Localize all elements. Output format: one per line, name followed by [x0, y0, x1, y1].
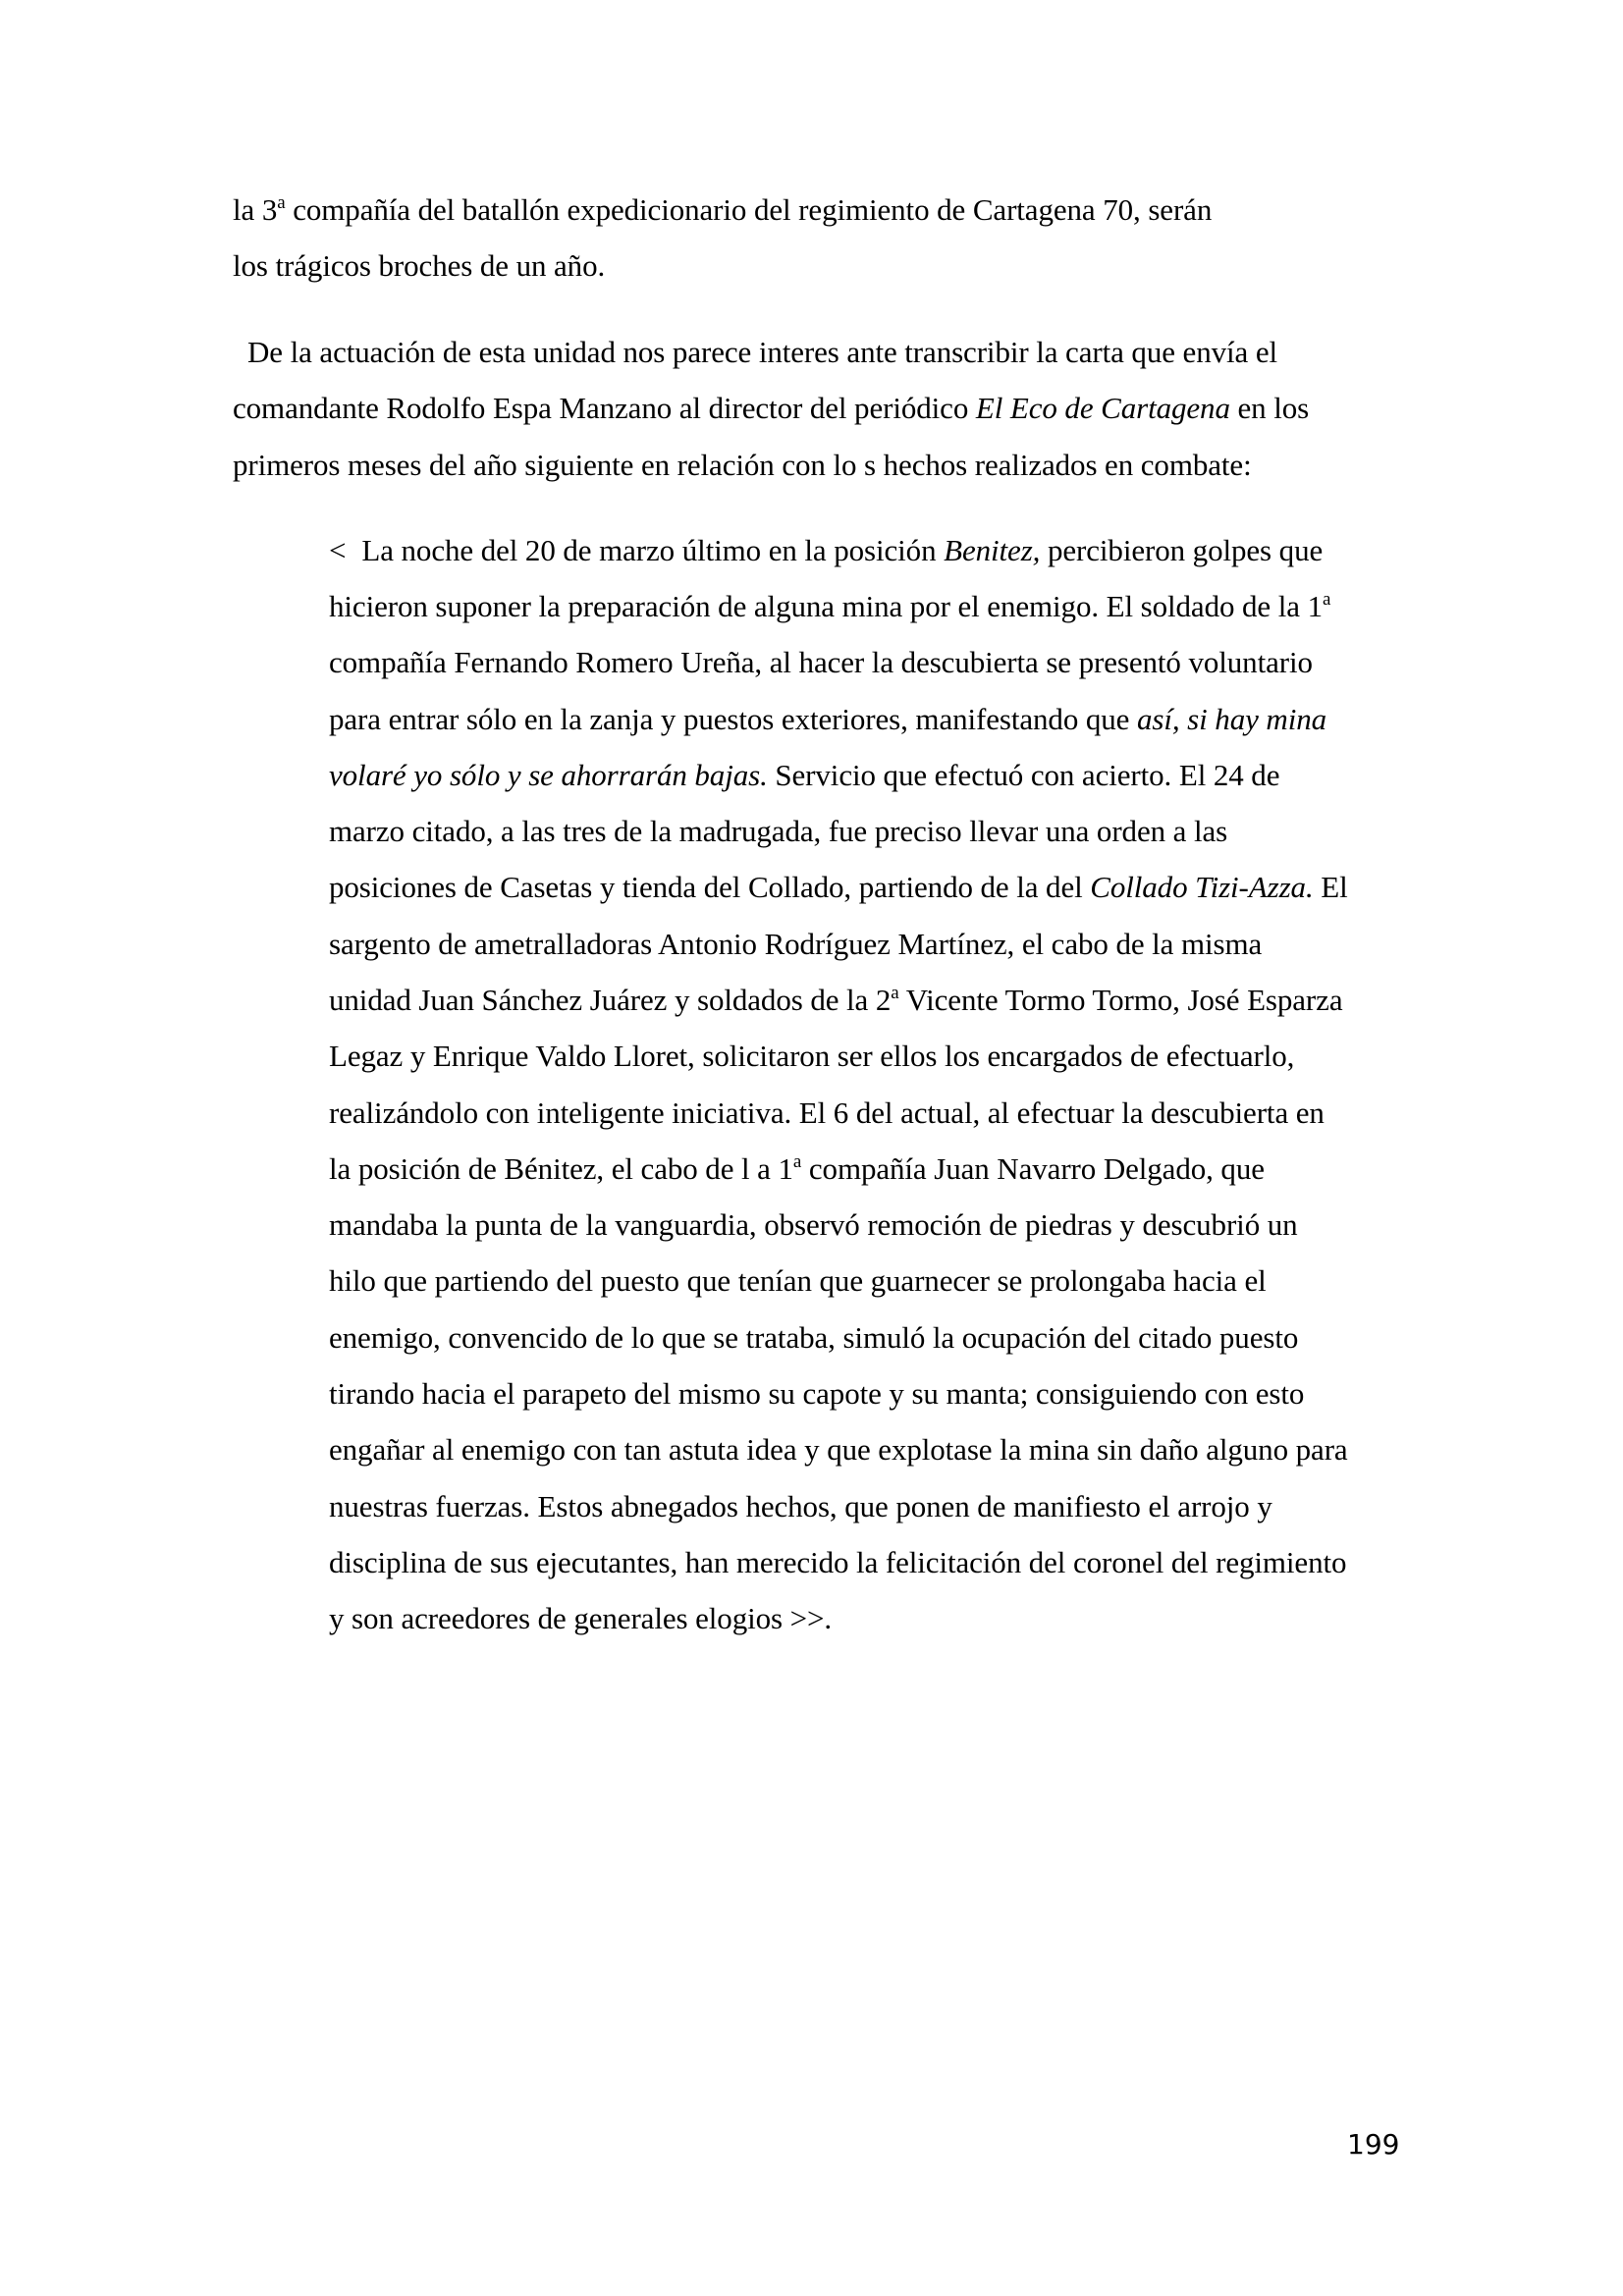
- place-name: Collado Tizi-Azza.: [1090, 870, 1314, 904]
- text-run: compañía Juan Navarro Delgado, que: [801, 1151, 1265, 1186]
- paragraph-line-3: primeros meses del año siguiente en relación con lo s hechos realizados en combate:: [233, 448, 1252, 482]
- text-run: Vicente Tormo Tormo, José Esparza: [898, 983, 1343, 1017]
- page-number: 199: [1347, 2128, 1400, 2161]
- quote-line-7: [329, 870, 1348, 905]
- text-run: unidad Juan Sánchez Juárez y soldados de la 2: [329, 983, 892, 1017]
- quote-line-1: [329, 533, 1323, 568]
- quote-line-12: [329, 1151, 1265, 1187]
- ordinal-superscript: a: [277, 192, 286, 213]
- quote-line-5: [329, 758, 1279, 793]
- italic-quote: volaré yo sólo y se ahorrarán bajas.: [329, 758, 768, 792]
- quote-open-mark: <: [329, 533, 347, 567]
- text-run: posiciones de Casetas y tienda del Collado, partiendo de la del: [329, 870, 1091, 904]
- quote-line-4: [329, 702, 1326, 737]
- text-run: compañía del batallón expedicionario del regimiento de Cartagena 70, serán: [285, 192, 1213, 227]
- ordinal-superscript: a: [1322, 589, 1331, 610]
- quote-line-20: y son acreedores de generales elogios >>.: [329, 1601, 833, 1635]
- intro-line-2: los trágicos broches de un año.: [233, 248, 606, 283]
- quote-line-13: mandaba la punta de la vanguardia, observó remoción de piedras y descubrió un: [329, 1207, 1298, 1242]
- quote-line-18: nuestras fuerzas. Estos abnegados hechos, que ponen de manifiesto el arrojo y: [329, 1489, 1272, 1523]
- quote-line-8: sargento de ametralladoras Antonio Rodríguez Martínez, el cabo de la misma: [329, 927, 1263, 961]
- text-run: percibieron golpes que: [1040, 533, 1324, 567]
- quote-line-3: compañía Fernando Romero Ureña, al hacer la descubierta se presentó voluntario: [329, 645, 1313, 679]
- quote-line-16: tirando hacia el parapeto del mismo su capote y su manta; consiguiendo con esto: [329, 1376, 1305, 1411]
- paragraph-line-2: [233, 391, 1309, 426]
- quote-line-17: engañar al enemigo con tan astuta idea y que explotase la mina sin daño alguno para: [329, 1432, 1348, 1467]
- text-run: Servicio que efectuó con acierto. El 24 de: [767, 758, 1280, 792]
- text-run: en los: [1229, 391, 1310, 425]
- text-run: El: [1313, 870, 1348, 904]
- quote-line-9: [329, 983, 1342, 1018]
- place-name: Benitez,: [944, 533, 1041, 567]
- quote-line-14: hilo que partiendo del puesto que tenían que guarnecer se prolongaba hacia el: [329, 1263, 1267, 1298]
- ordinal-superscript: a: [891, 983, 899, 1003]
- paragraph-line-1: De la actuación de esta unidad nos parece interes ante transcribir la carta que envía el: [247, 335, 1277, 369]
- quote-line-19: disciplina de sus ejecutantes, han merecido la felicitación del coronel del regimiento: [329, 1545, 1347, 1579]
- newspaper-title: El Eco de Cartagena: [975, 391, 1230, 425]
- quote-line-15: enemigo, convencido de lo que se trataba, simuló la ocupación del citado puesto: [329, 1320, 1299, 1355]
- quote-line-10: Legaz y Enrique Valdo Lloret, solicitaron ser ellos los encargados de efectuarlo,: [329, 1039, 1295, 1073]
- quote-line-11: realizándolo con inteligente iniciativa. El 6 del actual, al efectuar la descubierta en: [329, 1095, 1325, 1130]
- text-run: para entrar sólo en la zanja y puestos exteriores, manifestando que: [329, 702, 1137, 736]
- text-run: la 3: [233, 192, 278, 227]
- text-run: comandante Rodolfo Espa Manzano al director del periódico: [233, 391, 976, 425]
- quote-line-6: marzo citado, a las tres de la madrugada, fue preciso llevar una orden a las: [329, 814, 1228, 848]
- italic-quote: así, si hay mina: [1137, 702, 1327, 736]
- text-run: la posición de Bénitez, el cabo de l a 1: [329, 1151, 793, 1186]
- text-run: hicieron suponer la preparación de alguna mina por el enemigo. El soldado de la 1: [329, 589, 1323, 623]
- intro-line-1: [233, 192, 1212, 228]
- ordinal-superscript: a: [792, 1151, 802, 1172]
- text-run: La noche del 20 de marzo último en la posición: [361, 533, 945, 567]
- quote-line-2: [329, 589, 1330, 624]
